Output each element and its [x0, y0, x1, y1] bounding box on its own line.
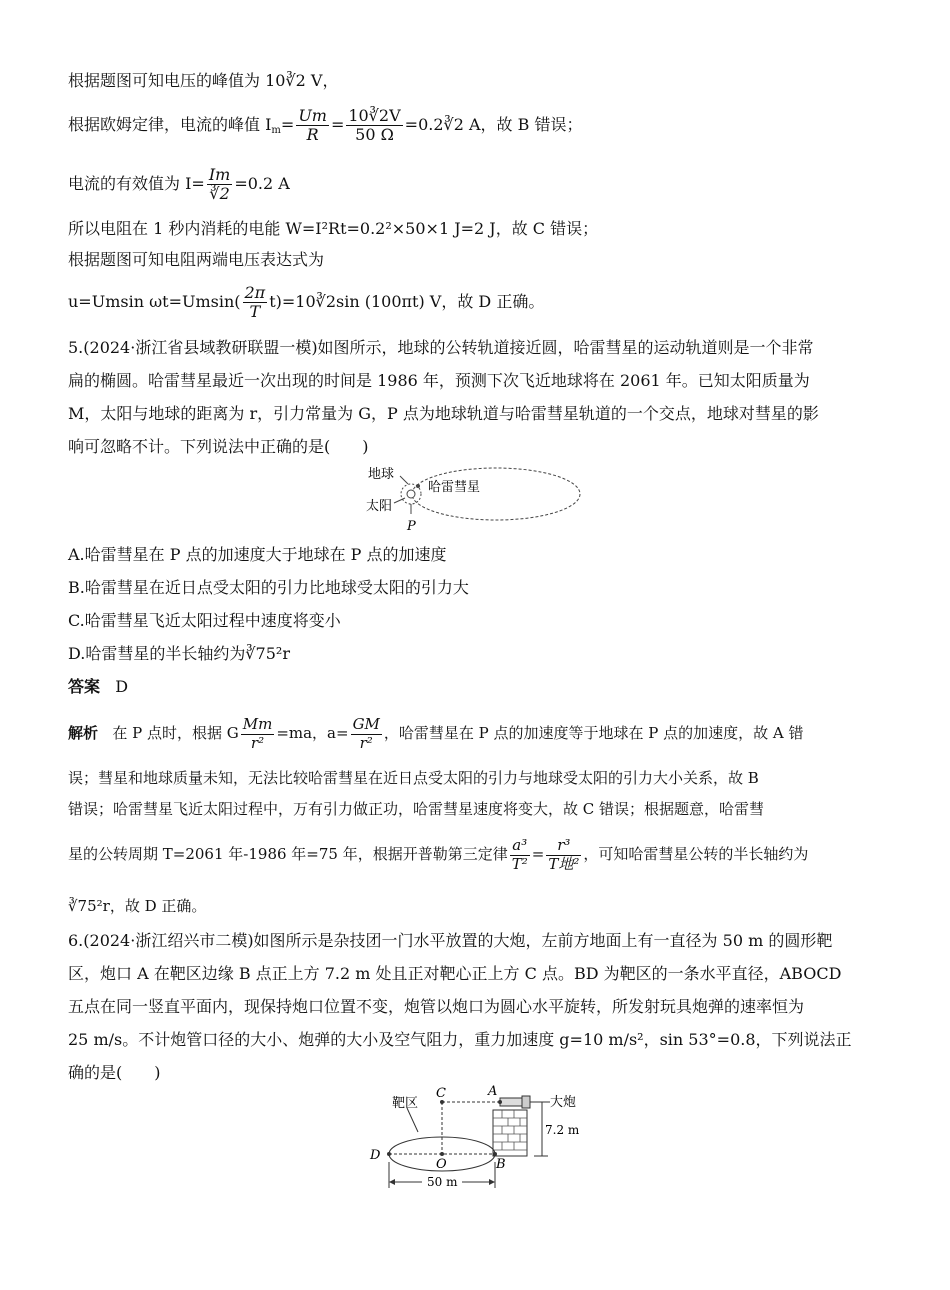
answer-label: 答案	[68, 677, 101, 696]
q5-analysis-line-4: 星的公转周期 T=2061 年-1986 年=75 年，根据开普勒第三定律 $\frac{\text{a³}}{\text{T²}}$ = $\frac{\text{r³}}{\text{T地²}}$ ，可知哈雷彗星公转的半长轴约为	[68, 836, 809, 873]
label-width: 50 m	[427, 1175, 458, 1189]
analysis-label: 解析	[68, 724, 99, 742]
q5-option-a[interactable]: A.哈雷彗星在 P 点的加速度大于地球在 P 点的加速度	[68, 545, 447, 564]
sol4-line-4: 所以电阻在 1 秒内消耗的电能 W=I²Rt=0.2²×50×1 J=2 J，故 C 错误；	[68, 219, 599, 238]
label-o: O	[436, 1157, 447, 1172]
q5-stem-line-4: 响可忽略不计。下列说法中正确的是( )	[68, 437, 369, 456]
q5-orbit-figure	[360, 458, 590, 536]
label-b: B	[496, 1157, 506, 1172]
q5-stem-line-3: M，太阳与地球的距离为 r，引力常量为 G，P 点为地球轨道与哈雷彗星轨道的一个交点，地球对彗星的影	[68, 404, 819, 423]
q5-option-c[interactable]: C.哈雷彗星飞近太阳过程中速度将变小	[68, 611, 341, 630]
cannon-icon	[500, 1098, 524, 1106]
sol4-line-2: 根据欧姆定律，电流的峰值 $I_m=$ $\frac{Um}{R}$ = $\frac{10∛2V}{50 \Omega}$ =0.2∛2 A，故 B 错误；	[68, 105, 583, 144]
sol4-line-1: 根据题图可知电压的峰值为 10∛2 V，	[68, 71, 339, 90]
q6-stem-line-4: 25 m/s。不计炮管口径的大小、炮弹的大小及空气阻力，重力加速度 g=10 m/s²，sin 53°=0.8，下列说法正	[68, 1030, 852, 1049]
q5-stem-line-1: 5.(2024·浙江省县域教研联盟一模)如图所示，地球的公转轨道接近圆，哈雷彗星的运动轨道则是一个非常	[68, 338, 814, 357]
sol4-line-3: 电流的有效值为 I= $\frac{Im}{∛2}$ =0.2 A	[68, 164, 290, 203]
label-cannon: 大炮	[550, 1095, 577, 1110]
fraction-r3-over-tearth2: $\frac{\text{r³}}{\text{T地²}}$	[548, 836, 580, 873]
q5-options	[68, 538, 880, 670]
label-target-area: 靶区	[392, 1096, 419, 1111]
label-sun: 太阳	[366, 499, 393, 514]
q6-cannon-figure	[362, 1084, 592, 1196]
label-comet: 哈雷彗星	[428, 480, 481, 495]
q5-answer	[68, 676, 880, 698]
fraction-mm-over-r2: $\frac{Mm}{\text{r²}}$	[242, 715, 273, 752]
label-p: P	[407, 519, 416, 534]
sun-icon	[407, 490, 415, 498]
q6-stem	[68, 924, 880, 1089]
sol4-line-5: 根据题图可知电阻两端电压表达式为	[68, 250, 325, 269]
label-c: C	[436, 1086, 446, 1101]
label-a: A	[488, 1084, 498, 1099]
q6-stem-line-5: 确的是( )	[68, 1063, 161, 1082]
earth-icon	[416, 484, 420, 488]
label-height: 7.2 m	[545, 1123, 580, 1137]
fraction-um-over-r: $\frac{Um}{R}$	[298, 105, 327, 144]
fraction-im-over-root2: $\frac{Im}{∛2}$	[208, 164, 231, 203]
q5-option-d[interactable]: D.哈雷彗星的半长轴约为∛75²r	[68, 644, 290, 663]
q5-stem	[68, 331, 880, 463]
q5-analysis-line-3: 错误；哈雷彗星飞近太阳过程中，万有引力做正功，哈雷彗星速度将变大，故 C 错误；根据题意，哈雷彗	[68, 800, 765, 818]
q6-stem-line-1: 6.(2024·浙江绍兴市二模)如图所示是杂技团一门水平放置的大炮，左前方地面上有一直径为 50 m 的圆形靶	[68, 931, 833, 950]
q5-analysis-line-1: 解析 在 P 点时，根据 G $\frac{Mm}{\text{r²}}$ =ma，a= $\frac{GM}{\text{r²}}$ ，哈雷彗星在 P 点的加速度等于地球在 P 点的加速度，故 A 错	[68, 715, 804, 752]
fraction-gm-over-r2: $\frac{GM}{\text{r²}}$	[352, 715, 380, 752]
q5-analysis-line-5: ∛75²r，故 D 正确。	[68, 897, 207, 915]
label-earth: 地球	[368, 467, 395, 482]
q5-analysis-line-2: 误；彗星和地球质量未知，无法比较哈雷彗星在近日点受太阳的引力与地球受太阳的引力大小关系，故 B	[68, 769, 759, 787]
brick-wall	[493, 1110, 527, 1156]
q6-stem-line-2: 区，炮口 A 在靶区边缘 B 点正上方 7.2 m 处且正对靶心正上方 C 点。BD 为靶区的一条水平直径，ABOCD	[68, 964, 842, 983]
fraction-2pi-over-t: $\frac{2\pi}{T}$	[244, 282, 266, 321]
q6-stem-line-3: 五点在同一竖直平面内，现保持炮口位置不变，炮管以炮口为圆心水平旋转，所发射玩具炮弹的速率恒为	[68, 997, 805, 1016]
fraction-a3-over-t2: $\frac{\text{a³}}{\text{T²}}$	[511, 836, 528, 873]
answer-value: D	[115, 677, 129, 696]
q5-option-b[interactable]: B.哈雷彗星在近日点受太阳的引力比地球受太阳的引力大	[68, 578, 469, 597]
sol4-line-6: u=Umsin ωt=Umsin( $\frac{2\pi}{T}$ t)=10∛2sin (100πt) V，故 D 正确。	[68, 282, 545, 321]
fraction-voltage-over-resistance: $\frac{10∛2V}{50 \Omega}$	[348, 105, 401, 144]
q5-stem-line-2: 扁的椭圆。哈雷彗星最近一次出现的时间是 1986 年，预测下次飞近地球将在 2061 年。已知太阳质量为	[68, 371, 810, 390]
label-d: D	[370, 1148, 381, 1163]
